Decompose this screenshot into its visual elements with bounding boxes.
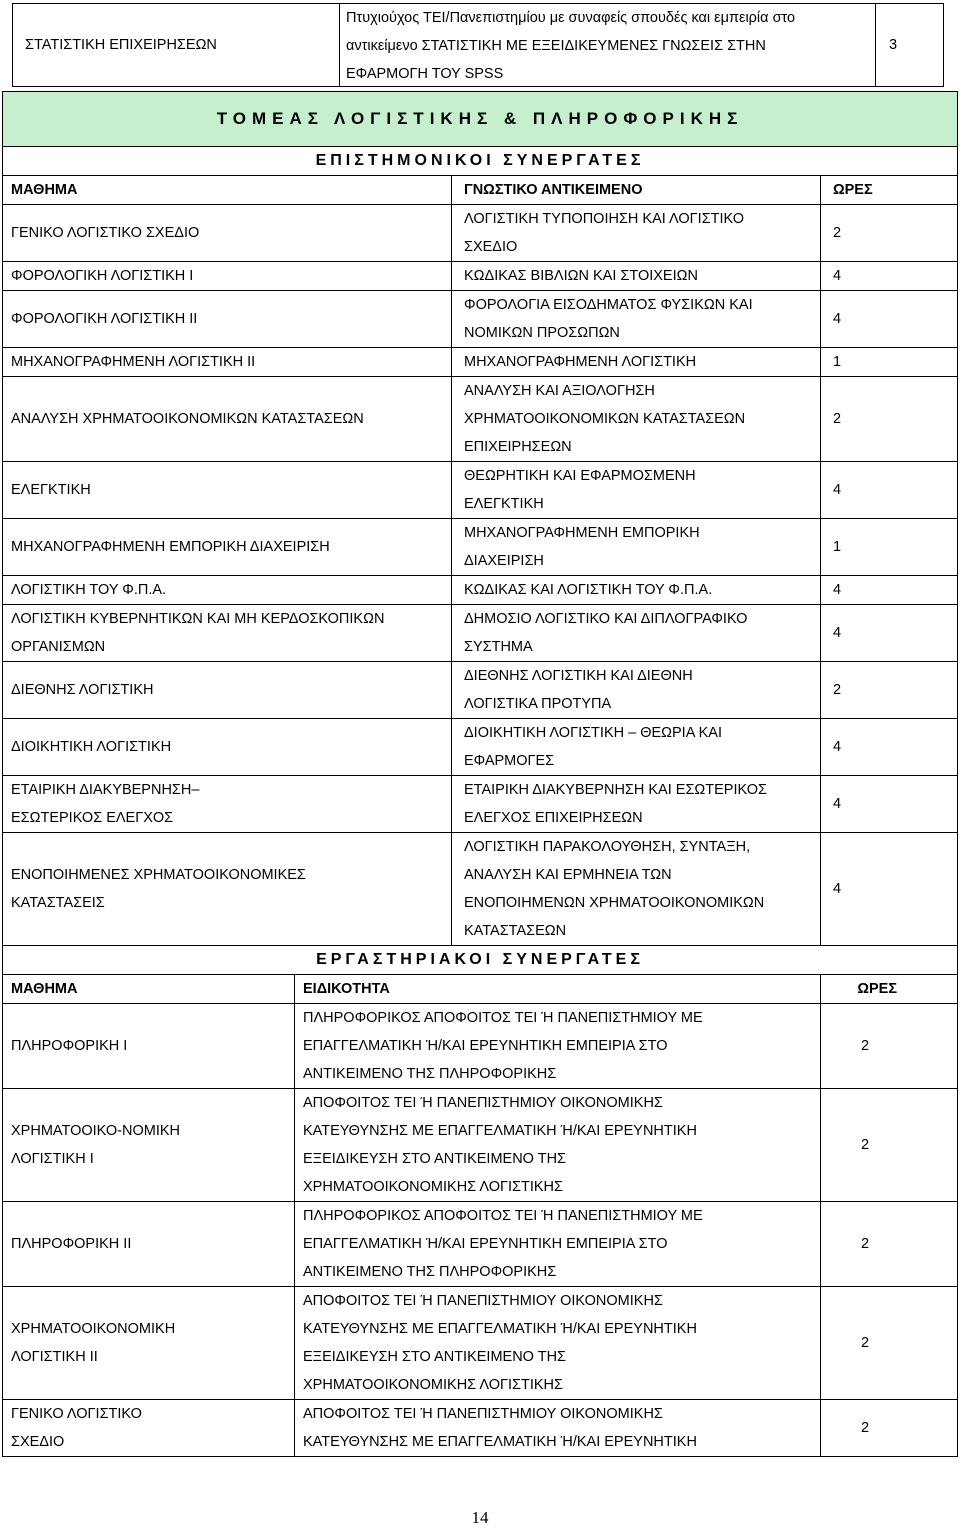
subject-cell: ΚΩΔΙΚΑΣ ΚΑΙ ΛΟΓΙΣΤΙΚΗ ΤΟΥ Φ.Π.Α. (452, 576, 821, 605)
specialty-cell: ΑΠΟΦΟΙΤΟΣ ΤΕΙ Ή ΠΑΝΕΠΙΣΤΗΜΙΟΥ ΟΙΚΟΝΟΜΙΚΗΣ ΚΑΤΕΥΘΥΝΣΗΣ ΜΕ ΕΠΑΓΓΕΛΜΑΤΙΚΗ Ή/ΚΑΙ ΕΡΕΥΝΗΤΙΚΗ ΕΞΕΙΔΙΚΕΥΣΗ ΣΤΟ ΑΝΤΙΚΕΙΜΕΝΟ ΤΗΣ ΧΡΗΜΑΤΟΟΙΚΟΝΟΜΙΚΗΣ ΛΟΓΙΣΤΙΚΗΣ (295, 1287, 821, 1400)
hours-cell: 2 (821, 1202, 958, 1287)
table-row (3, 719, 958, 776)
hours-cell: 2 (821, 1400, 958, 1457)
table-row (3, 776, 958, 833)
course-cell: ΛΟΓΙΣΤΙΚΗ ΚΥΒΕΡΝΗΤΙΚΩΝ ΚΑΙ ΜΗ ΚΕΡΔΟΣΚΟΠΙΚΩΝ ΟΡΓΑΝΙΣΜΩΝ (3, 605, 452, 662)
lab-column-header-specialty: ΕΙΔΙΚΟΤΗΤΑ (295, 975, 821, 1004)
specialty-cell: ΠΛΗΡΟΦΟΡΙΚΟΣ ΑΠΟΦΟΙΤΟΣ ΤΕΙ Ή ΠΑΝΕΠΙΣΤΗΜΙΟΥ ΜΕ ΕΠΑΓΓΕΛΜΑΤΙΚΗ Ή/ΚΑΙ ΕΡΕΥΝΗΤΙΚΗ ΕΜΠΕΙΡΙΑ ΣΤΟ ΑΝΤΙΚΕΙΜΕΝΟ ΤΗΣ ΠΛΗΡΟΦΟΡΙΚΗΣ (295, 1004, 821, 1089)
table-row (3, 462, 958, 519)
subject-cell: ΘΕΩΡΗΤΙΚΗ ΚΑΙ ΕΦΑΡΜΟΣΜΕΝΗ ΕΛΕΓΚΤΙΚΗ (452, 462, 821, 519)
hours-cell: 4 (821, 605, 958, 662)
course-cell: ΕΛΕΓΚΤΙΚΗ (3, 462, 452, 519)
hours-cell: 4 (821, 462, 958, 519)
table-row (3, 1089, 958, 1202)
subject-cell: ΕΤΑΙΡΙΚΗ ΔΙΑΚΥΒΕΡΝΗΣΗ ΚΑΙ ΕΣΩΤΕΡΙΚΟΣ ΕΛΕΓΧΟΣ ΕΠΙΧΕΙΡΗΣΕΩΝ (452, 776, 821, 833)
table-row (3, 291, 958, 348)
subject-cell: ΛΟΓΙΣΤΙΚΗ ΠΑΡΑΚΟΛΟΥΘΗΣΗ, ΣΥΝΤΑΞΗ, ΑΝΑΛΥΣΗ ΚΑΙ ΕΡΜΗΝΕΙΑ ΤΩΝ ΕΝΟΠΟΙΗΜΕΝΩΝ ΧΡΗΜΑΤΟΟΙΚΟΝΟΜΙΚΩΝ ΚΑΤΑΣΤΑΣΕΩΝ (452, 833, 821, 946)
page-number: 14 (471, 1508, 489, 1527)
course-cell: ΧΡΗΜΑΤΟΟΙΚΟ-ΝΟΜΙΚΗ ΛΟΓΙΣΤΙΚΗ Ι (3, 1089, 295, 1202)
subject-cell: ΦΟΡΟΛΟΓΙΑ ΕΙΣΟΔΗΜΑΤΟΣ ΦΥΣΙΚΩΝ ΚΑΙ ΝΟΜΙΚΩΝ ΠΡΟΣΩΠΩΝ (452, 291, 821, 348)
hours-cell: 2 (821, 1089, 958, 1202)
course-cell: ΜΗΧΑΝΟΓΡΑΦΗΜΕΝΗ ΕΜΠΟΡΙΚΗ ΔΙΑΧΕΙΡΙΣΗ (3, 519, 452, 576)
hours-cell: 1 (821, 348, 958, 377)
table-row (3, 576, 958, 605)
top-row-hours: 3 (875, 3, 944, 87)
course-cell: ΜΗΧΑΝΟΓΡΑΦΗΜΕΝΗ ΛΟΓΙΣΤΙΚΗ ΙΙ (3, 348, 452, 377)
course-cell: ΠΛΗΡΟΦΟΡΙΚΗ Ι (3, 1004, 295, 1089)
hours-cell: 2 (821, 662, 958, 719)
table-row (3, 662, 958, 719)
hours-cell: 2 (821, 1004, 958, 1089)
subject-cell: ΑΝΑΛΥΣΗ ΚΑΙ ΑΞΙΟΛΟΓΗΣΗ ΧΡΗΜΑΤΟΟΙΚΟΝΟΜΙΚΩΝ ΚΑΤΑΣΤΑΣΕΩΝ ΕΠΙΧΕΙΡΗΣΕΩΝ (452, 377, 821, 462)
subject-cell: ΜΗΧΑΝΟΓΡΑΦΗΜΕΝΗ ΛΟΓΙΣΤΙΚΗ (452, 348, 821, 377)
course-cell: ΦΟΡΟΛΟΓΙΚΗ ΛΟΓΙΣΤΙΚΗ Ι (3, 262, 452, 291)
column-header-hours: ΩΡΕΣ (821, 176, 958, 205)
course-cell: ΕΝΟΠΟΙΗΜΕΝΕΣ ΧΡΗΜΑΤΟΟΙΚΟΝΟΜΙΚΕΣ ΚΑΤΑΣΤΑΣΕΙΣ (3, 833, 452, 946)
subject-cell: ΔΙΟΙΚΗΤΙΚΗ ΛΟΓΙΣΤΙΚΗ – ΘΕΩΡΙΑ ΚΑΙ ΕΦΑΡΜΟΓΕΣ (452, 719, 821, 776)
course-cell: ΓΕΝΙΚΟ ΛΟΓΙΣΤΙΚΟ ΣΧΕΔΙΟ (3, 205, 452, 262)
column-header-course: ΜΑΘΗΜΑ (3, 176, 452, 205)
course-cell: ΔΙΟΙΚΗΤΙΚΗ ΛΟΓΙΣΤΙΚΗ (3, 719, 452, 776)
table-row (3, 519, 958, 576)
lab-header-row (3, 975, 958, 1004)
table-row (3, 348, 958, 377)
hours-cell: 1 (821, 519, 958, 576)
course-cell: ΑΝΑΛΥΣΗ ΧΡΗΜΑΤΟΟΙΚΟΝΟΜΙΚΩΝ ΚΑΤΑΣΤΑΣΕΩΝ (3, 377, 452, 462)
top-row-subject: Πτυχιούχος ΤΕΙ/Πανεπιστημίου με συναφείς σπουδές και εμπειρία στο αντικείμενο ΣΤΑΤΙΣΤΙΚΗ ΜΕ ΕΞΕΙΔΙΚΕΥΜΕΝΕΣ ΓΝΩΣΕΙΣ ΣΤΗΝ ΕΦΑΡΜΟΓΗ ΤΟΥ SPSS (339, 3, 876, 87)
lab-title-row (3, 946, 958, 975)
course-cell: ΕΤΑΙΡΙΚΗ ΔΙΑΚΥΒΕΡΝΗΣΗ– ΕΣΩΤΕΡΙΚΟΣ ΕΛΕΓΧΟΣ (3, 776, 452, 833)
course-cell: ΓΕΝΙΚΟ ΛΟΓΙΣΤΙΚΟ ΣΧΕΔΙΟ (3, 1400, 295, 1457)
hours-cell: 4 (821, 776, 958, 833)
specialty-cell: ΑΠΟΦΟΙΤΟΣ ΤΕΙ Ή ΠΑΝΕΠΙΣΤΗΜΙΟΥ ΟΙΚΟΝΟΜΙΚΗΣ ΚΑΤΕΥΘΥΝΣΗΣ ΜΕ ΕΠΑΓΓΕΛΜΑΤΙΚΗ Ή/ΚΑΙ ΕΡΕΥΝΗΤΙΚΗ ΕΞΕΙΔΙΚΕΥΣΗ ΣΤΟ ΑΝΤΙΚΕΙΜΕΝΟ ΤΗΣ ΧΡΗΜΑΤΟΟΙΚΟΝΟΜΙΚΗΣ ΛΟΓΙΣΤΙΚΗΣ (295, 1089, 821, 1202)
course-cell: ΛΟΓΙΣΤΙΚΗ ΤΟΥ Φ.Π.Α. (3, 576, 452, 605)
hours-cell: 4 (821, 833, 958, 946)
table-row (3, 262, 958, 291)
hours-cell: 2 (821, 1287, 958, 1400)
lab-column-header-course: ΜΑΘΗΜΑ (3, 975, 295, 1004)
top-row-course: ΣΤΑΤΙΣΤΙΚΗ ΕΠΙΧΕΙΡΗΣΕΩΝ (12, 3, 340, 87)
lab-column-header-hours: ΩΡΕΣ (821, 975, 958, 1004)
table-row (3, 377, 958, 462)
course-cell: ΦΟΡΟΛΟΓΙΚΗ ΛΟΓΙΣΤΙΚΗ ΙΙ (3, 291, 452, 348)
table-row (3, 1287, 958, 1400)
top-row (12, 3, 944, 87)
course-cell: ΧΡΗΜΑΤΟΟΙΚΟΝΟΜΙΚΗ ΛΟΓΙΣΤΙΚΗ ΙΙ (3, 1287, 295, 1400)
specialty-cell: ΠΛΗΡΟΦΟΡΙΚΟΣ ΑΠΟΦΟΙΤΟΣ ΤΕΙ Ή ΠΑΝΕΠΙΣΤΗΜΙΟΥ ΜΕ ΕΠΑΓΓΕΛΜΑΤΙΚΗ Ή/ΚΑΙ ΕΡΕΥΝΗΤΙΚΗ ΕΜΠΕΙΡΙΑ ΣΤΟ ΑΝΤΙΚΕΙΜΕΝΟ ΤΗΣ ΠΛΗΡΟΦΟΡΙΚΗΣ (295, 1202, 821, 1287)
hours-cell: 4 (821, 291, 958, 348)
hours-cell: 4 (821, 262, 958, 291)
table-row (3, 205, 958, 262)
table-row (3, 1400, 958, 1457)
subject-cell: ΜΗΧΑΝΟΓΡΑΦΗΜΕΝΗ ΕΜΠΟΡΙΚΗ ΔΙΑΧΕΙΡΙΣΗ (452, 519, 821, 576)
scientific-title: ΕΠΙΣΤΗΜΟΝΙΚΟΙ ΣΥΝΕΡΓΑΤΕΣ (3, 147, 958, 176)
column-header-subject: ΓΝΩΣΤΙΚΟ ΑΝΤΙΚΕΙΜΕΝΟ (452, 176, 821, 205)
subject-cell: ΔΙΕΘΝΗΣ ΛΟΓΙΣΤΙΚΗ ΚΑΙ ΔΙΕΘΝΗ ΛΟΓΙΣΤΙΚΑ ΠΡΟΤΥΠΑ (452, 662, 821, 719)
department-banner: ΤΟΜΕΑΣ ΛΟΓΙΣΤΙΚΗΣ & ΠΛΗΡΟΦΟΡΙΚΗΣ (3, 92, 958, 147)
table-row (3, 833, 958, 946)
hours-cell: 4 (821, 719, 958, 776)
hours-cell: 4 (821, 576, 958, 605)
table-row (3, 1202, 958, 1287)
subject-cell: ΔΗΜΟΣΙΟ ΛΟΓΙΣΤΙΚΟ ΚΑΙ ΔΙΠΛΟΓΡΑΦΙΚΟ ΣΥΣΤΗΜΑ (452, 605, 821, 662)
table-row (3, 605, 958, 662)
hours-cell: 2 (821, 377, 958, 462)
subject-cell: ΚΩΔΙΚΑΣ ΒΙΒΛΙΩΝ ΚΑΙ ΣΤΟΙΧΕΙΩΝ (452, 262, 821, 291)
hours-cell: 2 (821, 205, 958, 262)
lab-title: ΕΡΓΑΣΤΗΡΙΑΚΟΙ ΣΥΝΕΡΓΑΤΕΣ (3, 946, 958, 975)
table-row (3, 1004, 958, 1089)
subject-cell: ΛΟΓΙΣΤΙΚΗ ΤΥΠΟΠΟΙΗΣΗ ΚΑΙ ΛΟΓΙΣΤΙΚΟ ΣΧΕΔΙΟ (452, 205, 821, 262)
course-cell: ΔΙΕΘΝΗΣ ΛΟΓΙΣΤΙΚΗ (3, 662, 452, 719)
specialty-cell: ΑΠΟΦΟΙΤΟΣ ΤΕΙ Ή ΠΑΝΕΠΙΣΤΗΜΙΟΥ ΟΙΚΟΝΟΜΙΚΗΣ ΚΑΤΕΥΘΥΝΣΗΣ ΜΕ ΕΠΑΓΓΕΛΜΑΤΙΚΗ Ή/ΚΑΙ ΕΡΕΥΝΗΤΙΚΗ (295, 1400, 821, 1457)
department-table (2, 91, 958, 1457)
course-cell: ΠΛΗΡΟΦΟΡΙΚΗ ΙΙ (3, 1202, 295, 1287)
